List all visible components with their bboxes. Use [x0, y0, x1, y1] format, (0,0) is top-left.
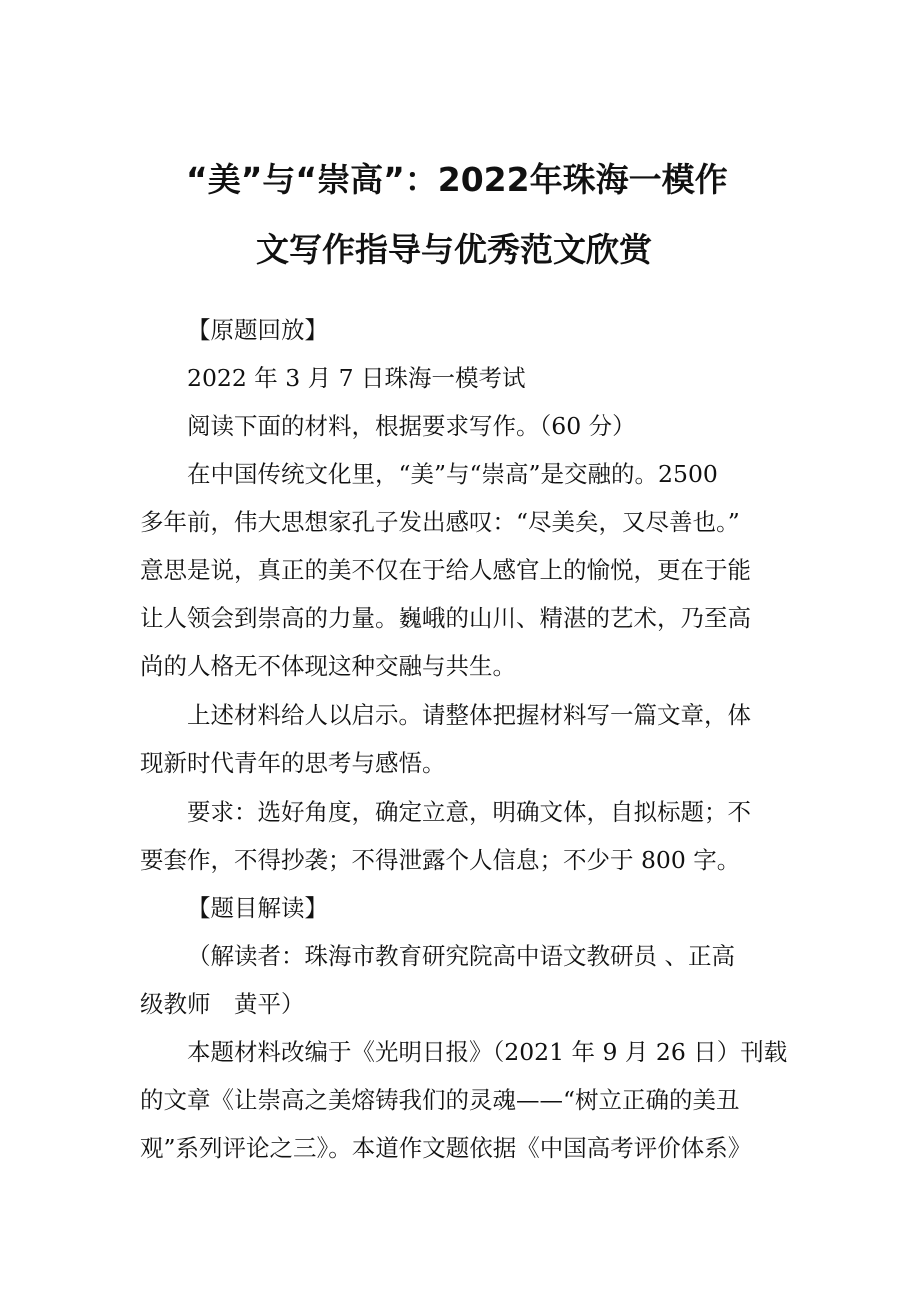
instruction-line: 阅读下面的材料，根据要求写作。（60 分）: [187, 412, 636, 440]
interpretation-paragraph-line: 的文章《让崇高之美熔铸我们的灵魂——“树立正确的美丑: [140, 1086, 740, 1114]
material-paragraph-line: 多年前，伟大思想家孔子发出感叹：“尽美矣，又尽善也。”: [140, 508, 740, 536]
document-title-line-2: 文写作指导与优秀范文欣赏: [256, 230, 652, 269]
material-paragraph-line: 意思是说，真正的美不仅在于给人感官上的愉悦，更在于能: [140, 556, 751, 584]
interpreter-note-line: （解读者：珠海市教育研究院高中语文教研员 、正高: [187, 942, 735, 970]
prompt-paragraph-line: 上述材料给人以启示。请整体把握材料写一篇文章，体: [187, 701, 751, 729]
section-heading-interpretation: 【题目解读】: [187, 894, 328, 922]
interpretation-paragraph-line: 本题材料改编于《光明日报》（2021 年 9 月 26 日）刊载: [187, 1038, 788, 1066]
requirements-line: 要套作，不得抄袭；不得泄露个人信息；不少于 800 字。: [140, 846, 741, 874]
material-paragraph-line: 在中国传统文化里，“美”与“崇高”是交融的。2500: [187, 460, 718, 488]
prompt-paragraph-line: 现新时代青年的思考与感悟。: [140, 749, 446, 777]
document-title-line-1: “美”与“崇高”：2022年珠海一模作: [186, 160, 728, 199]
material-paragraph-line: 让人领会到崇高的力量。巍峨的山川、精湛的艺术，乃至高: [140, 604, 751, 632]
exam-date-line: 2022 年 3 月 7 日珠海一模考试: [187, 364, 526, 392]
interpretation-paragraph-line: 观”系列评论之三》。本道作文题依据《中国高考评价体系》: [140, 1134, 752, 1162]
section-heading-original-question: 【原题回放】: [187, 316, 328, 344]
material-paragraph-line: 尚的人格无不体现这种交融与共生。: [140, 652, 516, 680]
requirements-line: 要求：选好角度，确定立意，明确文体，自拟标题；不: [187, 798, 751, 826]
interpreter-note-line: 级教师 黄平）: [140, 990, 305, 1018]
